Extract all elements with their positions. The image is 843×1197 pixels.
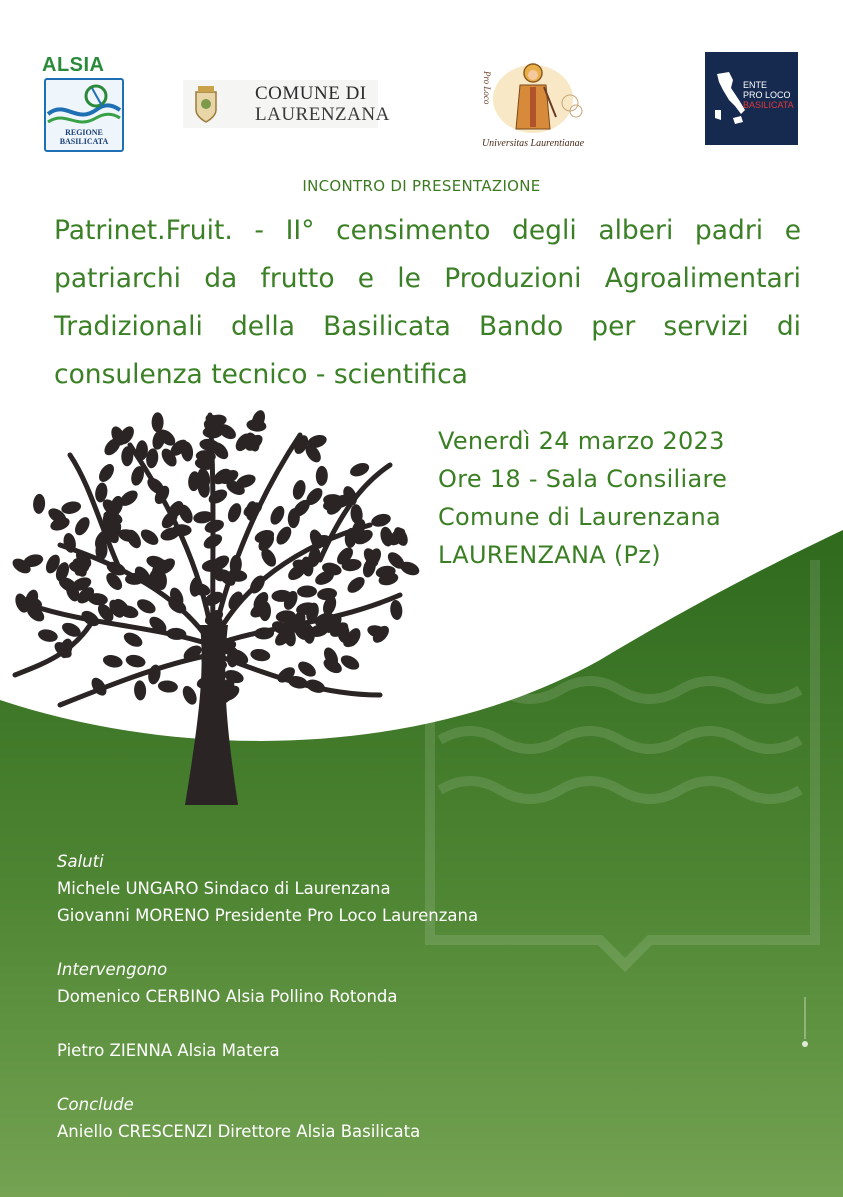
event-date: Venerdì 24 marzo 2023 [438,427,725,455]
intervengono-speaker-2: Pietro ZIENNA Alsia Matera [57,1041,280,1060]
intervengono-heading: Intervengono [57,960,168,979]
alsia-subtitle: REGIONE BASILICATA [59,128,109,146]
comune-name-line1: COMUNE DI [255,83,367,104]
pro-loco-line1: ENTE [743,80,768,90]
conclude-speaker-1: Aniello CRESCENZI Direttore Alsia Basilicata [57,1122,421,1141]
saint-figure-icon [478,57,588,137]
intervengono-speaker-1: Domenico CERBINO Alsia Pollino Rotonda [57,987,398,1006]
universitas-name: Universitas Laurentianae [481,138,585,149]
designer-credit-mark [797,995,813,1050]
universitas-side-text: Pro Loco [482,71,492,105]
alsia-logo-text: ALSIA [42,54,105,76]
event-city: LAURENZANA (Pz) [438,541,661,569]
alsia-emblem [44,78,124,152]
event-details [438,422,727,574]
universitas-laurentianae-logo [478,57,588,149]
program-section [57,848,478,1145]
pro-loco-line2: PRO LOCO [743,90,791,100]
comune-laurenzana-logo [183,80,390,128]
saluti-speaker-1: Michele UNGARO Sindaco di Laurenzana [57,879,391,898]
saluti-speaker-2: Giovanni MORENO Presidente Pro Loco Laurenzana [57,906,479,925]
pro-loco-basilicata-logo [705,52,798,145]
saluti-heading: Saluti [57,852,104,871]
event-time-place: Ore 18 - Sala Consiliare [438,465,728,493]
comune-name-line2: LAURENZANA [255,104,390,125]
pro-loco-line3: BASILICATA [743,100,794,110]
event-title: Patrinet.Fruit. - II° censimento degli alberi padri e patriarchi da frutto e le Produzioni Agroalimentari Tradizionali della Basilicata Bando per servizi di consulenza tecnico - scientifica [54,215,801,390]
tree-illustration [0,395,430,810]
comune-crest-icon [191,84,221,124]
event-venue: Comune di Laurenzana [438,503,721,531]
event-kicker: INCONTRO DI PRESENTAZIONE [302,177,541,195]
alsia-logo [40,54,128,152]
conclude-heading: Conclude [57,1095,134,1114]
pro-loco-text [743,80,794,110]
comune-name [255,83,390,125]
